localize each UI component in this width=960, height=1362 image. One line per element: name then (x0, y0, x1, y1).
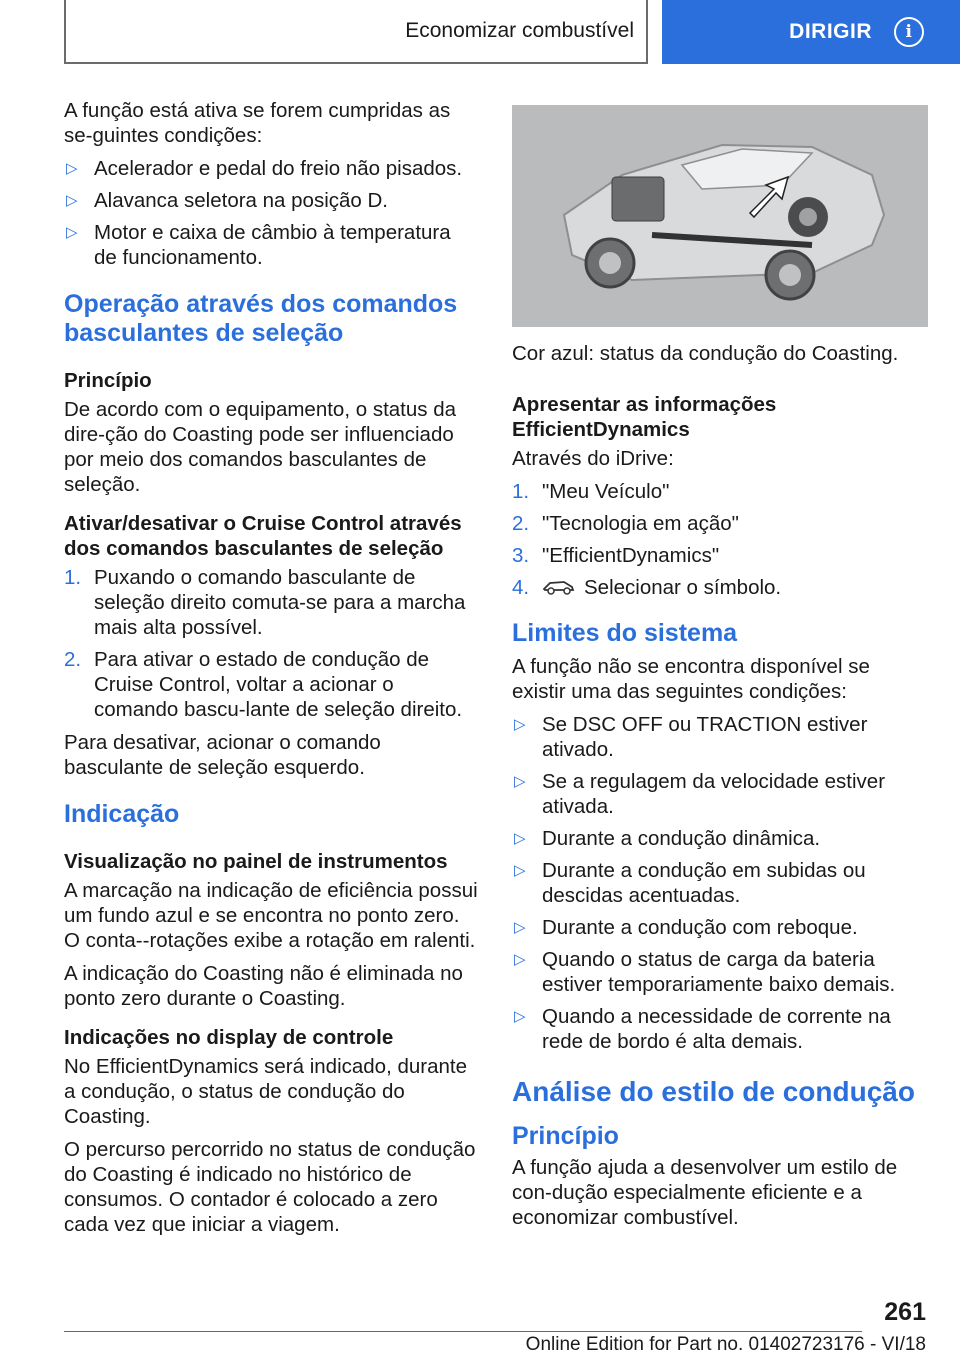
list-item: ▷ Se DSC OFF ou TRACTION estiver ativado. (514, 713, 868, 762)
list-item: 1. Puxando o comando basculante de seleção direito comuta-se para a marcha mais alta possível. (64, 566, 466, 639)
cluster-text-1: A marcação na indicação de eficiência possui um fundo azul e se encontra no ponto zero. O conta--rotações exibe a rotação em ralenti. (64, 879, 478, 952)
triangle-bullet-icon: ▷ (514, 830, 526, 848)
section-title-limits: Limites do sistema (512, 619, 738, 648)
triangle-bullet-icon: ▷ (514, 773, 526, 791)
analysis-subtitle: Princípio (512, 1122, 619, 1151)
list-item: 2. Para ativar o estado de condução de Cruise Control, voltar a acionar o comando bascu-lante de seleção direito. (64, 648, 463, 721)
triangle-bullet-icon: ▷ (514, 919, 526, 937)
display-text-1: No EfficientDynamics será indicado, durante a condução, o status de condução do Coasting. (64, 1055, 467, 1128)
list-item: ▷ Quando a necessidade de corrente na rede de bordo é alta demais. (514, 1005, 891, 1054)
list-item: ▷ Durante a condução dinâmica. (514, 827, 821, 851)
chapter-title-tab (64, 0, 648, 64)
page-number: 261 (884, 1298, 926, 1326)
cluster-heading: Visualização no painel de instrumentos (64, 850, 448, 873)
chapter-title: Economizar combustível (405, 19, 634, 42)
list-item: ▷ Durante a condução em subidas ou descidas acentuadas. (514, 859, 866, 908)
deactivate-text: Para desativar, acionar o comando basculante de seleção esquerdo. (64, 731, 381, 779)
principle-heading: Princípio (64, 369, 152, 392)
list-item: ▷ Quando o status de carga da bateria estiver temporariamente baixo demais. (514, 948, 896, 997)
triangle-bullet-icon: ▷ (514, 1008, 526, 1026)
car-coasting-icon (542, 576, 576, 601)
analysis-text: A função ajuda a desenvolver um estilo de con-dução especialmente eficiente e a economizar combustível. (512, 1156, 898, 1230)
section-tab[interactable] (662, 0, 960, 64)
activate-steps (64, 565, 478, 722)
list-item: ▷ Se a regulagem da velocidade estiver ativada. (514, 770, 886, 819)
footer-divider (64, 1331, 862, 1332)
triangle-bullet-icon: ▷ (514, 716, 526, 734)
car-drivetrain-figure (512, 105, 928, 327)
display-text-2: O percurso percorrido no status de condução do Coasting é indicado no histórico de consumos. O contador é colocado a zero cada vez que iniciar a viagem. (64, 1138, 476, 1236)
limits-list (512, 712, 928, 1054)
section-title-analysis: Análise do estilo de condução (512, 1076, 915, 1108)
list-item: 4. Selecionar o símbolo. (512, 575, 928, 601)
conditions-list (64, 156, 478, 270)
list-item: ▷ Motor e caixa de câmbio à temperatura de funcionamento. (66, 221, 451, 269)
step-number: 2. (64, 648, 82, 671)
display-heading: Indicações no display de controle (64, 1026, 394, 1049)
triangle-bullet-icon: ▷ (66, 192, 78, 209)
show-info-heading: Apresentar as informações EfficientDynamics (512, 393, 777, 441)
section-label: DIRIGIR (789, 20, 872, 43)
via-idrive: Através do iDrive: (512, 447, 674, 470)
list-item: ▷ Acelerador e pedal do freio não pisados. (66, 157, 463, 180)
list-item: ▷ Alavanca seletora na posição D. (66, 189, 389, 212)
left-column (64, 98, 478, 1245)
section-title-paddles: Operação através dos comandos basculantes de seleção (64, 290, 458, 347)
principle-text: De acordo com o equipamento, o status da dire-ção do Coasting pode ser influenciado por meio dos comandos basculantes de seleção. (64, 398, 457, 496)
intro-text: A função está ativa se forem cumpridas as se-guintes condições: (64, 99, 451, 147)
step-number: 2. (512, 512, 530, 535)
list-item: 1. "Meu Veículo" (512, 480, 670, 503)
triangle-bullet-icon: ▷ (66, 160, 78, 177)
list-item: ▷ Durante a condução com reboque. (514, 916, 858, 940)
step-number: 3. (512, 544, 530, 567)
cluster-text-2: A indicação do Coasting não é eliminada no ponto zero durante o Coasting. (64, 962, 463, 1010)
triangle-bullet-icon: ▷ (514, 951, 526, 969)
list-item: 2. "Tecnologia em ação" (512, 512, 739, 535)
idrive-steps (512, 479, 928, 601)
list-item: 3. "EfficientDynamics" (512, 544, 720, 567)
step-number: 1. (64, 566, 82, 589)
activate-heading: Ativar/desativar o Cruise Control através dos comandos basculantes de seleção (64, 512, 462, 560)
right-column (512, 105, 928, 1238)
limits-intro: A função não se encontra disponível se existir uma das seguintes condições: (512, 655, 870, 704)
triangle-bullet-icon: ▷ (514, 862, 526, 880)
figure-caption: Cor azul: status da condução do Coasting. (512, 342, 899, 365)
edition-footer: Online Edition for Part no. 01402723176 - VI/18 (525, 1334, 926, 1355)
section-title-display: Indicação (64, 800, 180, 828)
info-icon[interactable]: i (894, 17, 924, 47)
triangle-bullet-icon: ▷ (66, 224, 78, 241)
car-drivetrain-illustration (512, 105, 928, 327)
step-number: 1. (512, 480, 530, 503)
step-number: 4. (512, 576, 530, 599)
